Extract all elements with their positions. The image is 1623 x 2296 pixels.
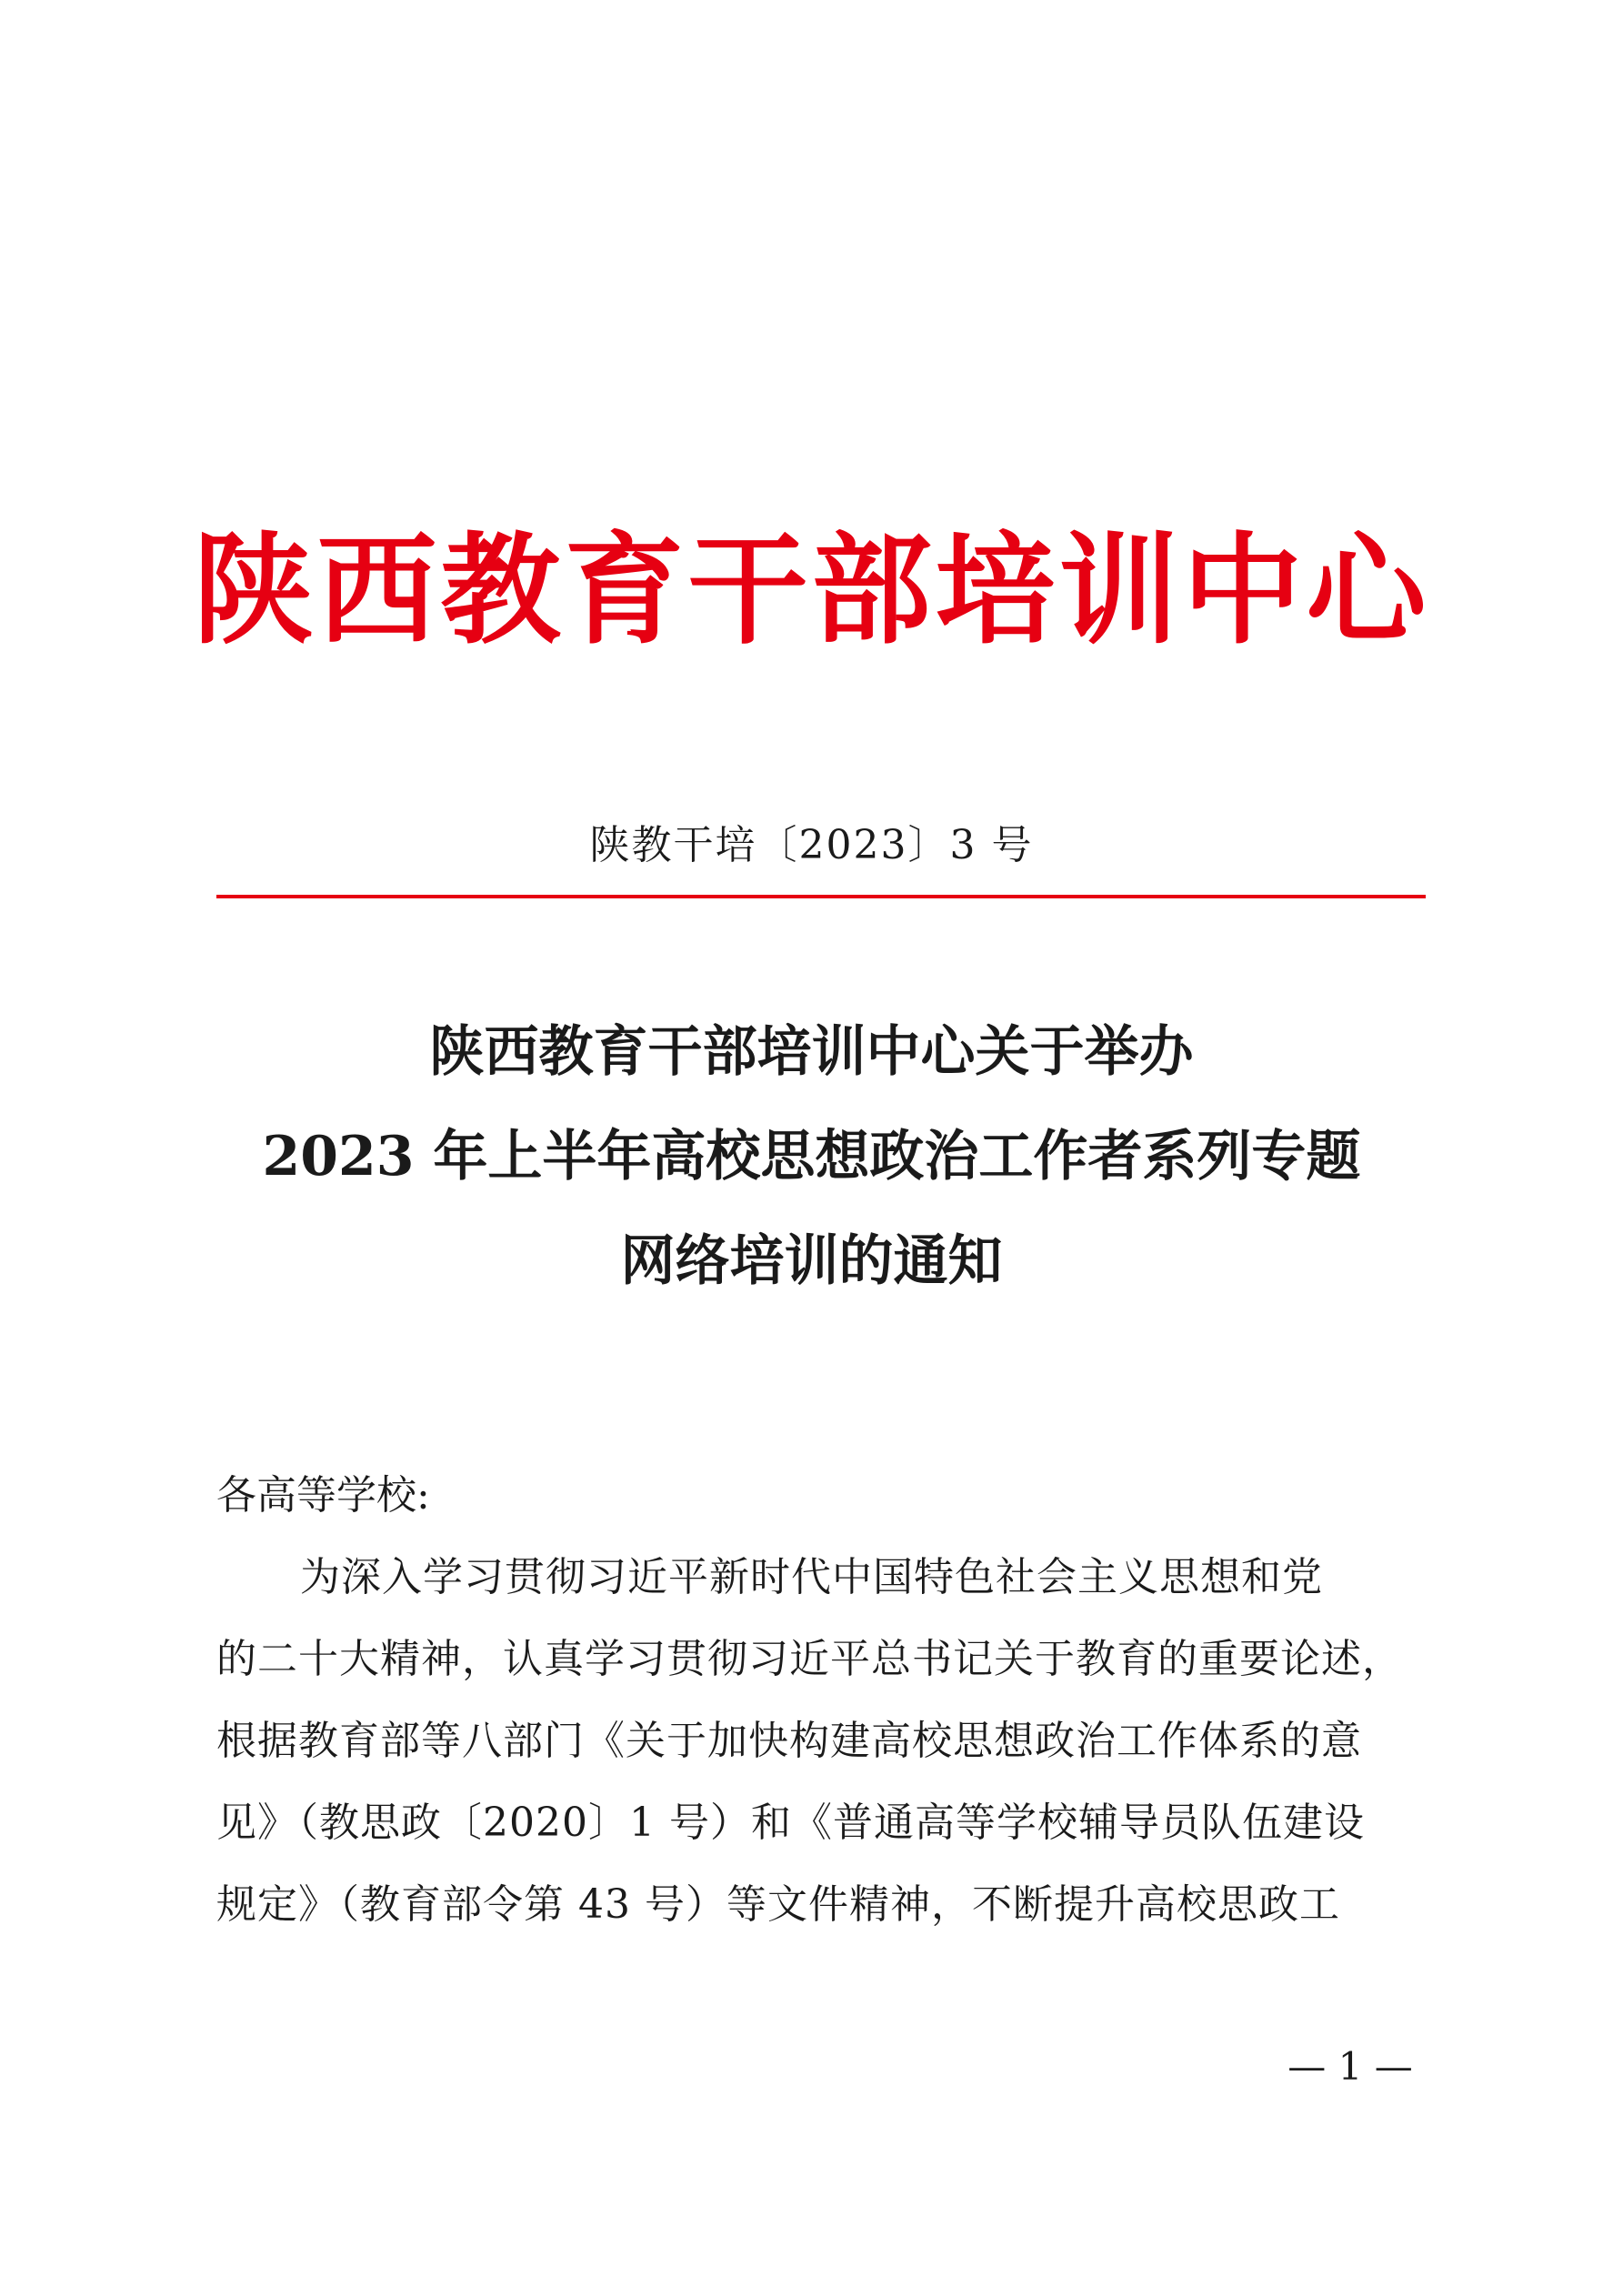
- title-line: 2023 年上半年高校思想政治工作者系列专题: [262, 1125, 1361, 1188]
- body-line: 的二十大精神，认真学习贯彻习近平总书记关于教育的重要论述，: [216, 1636, 1403, 1682]
- salutation: 各高等学校:: [216, 1472, 430, 1519]
- title-line: 陕西教育干部培训中心关于举办: [429, 1020, 1194, 1084]
- page-number: — 1 —: [1287, 2044, 1413, 2089]
- body-line: 为深入学习贯彻习近平新时代中国特色社会主义思想和党: [300, 1554, 1323, 1600]
- red-divider-line: [216, 895, 1426, 898]
- body-line: 根据教育部等八部门《关于加快构建高校思想政治工作体系的意: [216, 1718, 1362, 1764]
- title-line: 网络培训的通知: [620, 1229, 1003, 1293]
- letterhead-org-name: 陕西教育干部培训中心: [193, 520, 1430, 661]
- notice-title: [182, 1000, 1441, 1314]
- body-line: 见》（教思政〔2020〕1 号）和《普通高等学校辅导员队伍建设: [216, 1800, 1365, 1846]
- body-paragraph: [216, 1537, 1426, 1946]
- document-number: 陕教干培〔2023〕3 号: [589, 822, 1034, 868]
- body-line: 规定》（教育部令第 43 号）等文件精神，不断提升高校思政工: [216, 1881, 1340, 1928]
